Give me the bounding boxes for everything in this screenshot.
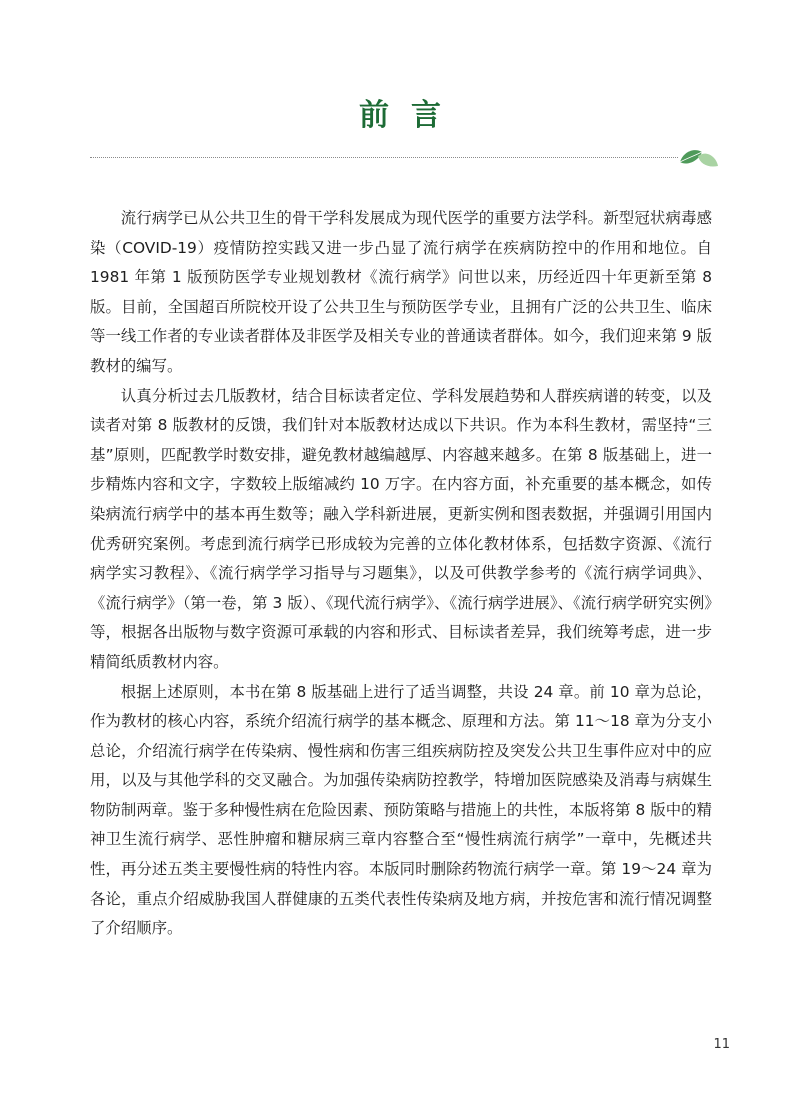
page-number: 11 (713, 1037, 730, 1052)
leaf-icon (676, 140, 722, 174)
page-title: 前言 (359, 98, 463, 133)
paragraph-3: 根据上述原则，本书在第 8 版基础上进行了适当调整，共设 24 章。前 10 章为总论，作为教材的核心内容，系统介绍流行病学的基本概念、原理和方法。第 11～18 章为分支小总论，介绍流行病学在传染病、慢性病和伤害三组疾病防控及突发公共卫生事件应对中的应用，以及与其他学科的交叉融合。为加强传染病防控教学，特增加医院感染及消毒与病媒生物防制两章。鉴于多种慢性病在危险因素、预防策略与措施上的共性，本版将第 8 版中的精神卫生流行病学、恶性肿瘤和糖尿病三章内容整合至“慢性病流行病学”一章中，先概述共性，再分述五类主要慢性病的特性内容。本版同时删除药物流行病学一章。第 19～24 章为各论，重点介绍威胁我国人群健康的五类代表性传染病及地方病，并按危害和流行情况调整了介绍顺序。 (90, 682, 712, 938)
paragraph-2: 认真分析过去几版教材，结合目标读者定位、学科发展趋势和人群疾病谱的转变，以及读者对第 8 版教材的反馈，我们针对本版教材达成以下共识。作为本科生教材，需坚持“三基”原则，匹配教学时数安排，避免教材越编越厚、内容越来越多。在第 8 版基础上，进一步精炼内容和文字，字数较上版缩减约 10 万字。在内容方面，补充重要的基本概念，如传染病流行病学中的基本再生数等；融入学科新进展，更新实例和图表数据，并强调引用国内优秀研究案例。考虑到流行病学已形成较为完善的立体化教材体系，包括数字资源、《流行病学实习教程》、《流行病学学习指导与习题集》，以及可供教学参考的《流行病学词典》、《流行病学》（第一卷，第 3 版）、《现代流行病学》、《流行病学进展》、《流行病学研究实例》等，根据各出版物与数字资源可承载的内容和形式、目标读者差异，我们统筹考虑，进一步精简纸质教材内容。 (90, 386, 712, 671)
paragraph-1: 流行病学已从公共卫生的骨干学科发展成为现代医学的重要方法学科。新型冠状病毒感染（COVID-19）疫情防控实践又进一步凸显了流行病学在疾病防控中的作用和地位。自 1981 年第 1 版预防医学专业规划教材《流行病学》问世以来，历经近四十年更新至第 8 版。目前，全国超百所院校开设了公共卫生与预防医学专业，且拥有广泛的公共卫生、临床等一线工作者的专业读者群体及非医学及相关专业的普通读者群体。如今，我们迎来第 9 版教材的编写。 (90, 209, 712, 375)
dotted-divider (90, 157, 678, 158)
preface-body (90, 204, 712, 944)
